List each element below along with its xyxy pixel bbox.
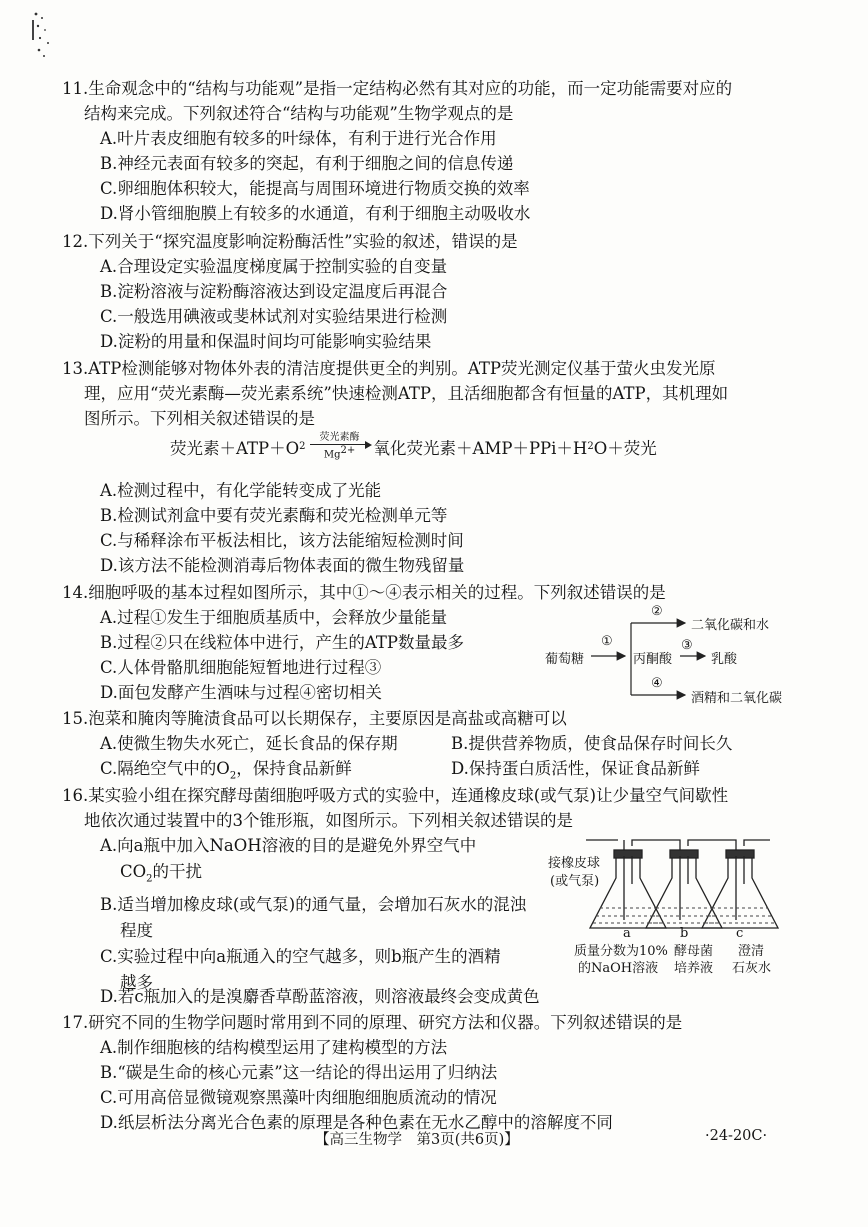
option-c-text: ，保持食品新鲜: [236, 759, 352, 778]
arrow-line: [310, 444, 370, 445]
question-stem: [62, 783, 802, 833]
label-alcohol-co2: 酒精和二氧化碳: [691, 691, 783, 706]
label-flask-b-desc: 培养液: [674, 961, 714, 976]
option-a: [62, 833, 562, 892]
reaction-arrow: [310, 432, 370, 461]
option-d: D.若c瓶加入的是溴麝香草酚蓝溶液，则溶液最终会变成黄色: [100, 987, 540, 1006]
label-flask-a: a: [623, 926, 631, 941]
respiration-diagram: [545, 604, 805, 708]
option-c: C.人体骨骼肌细胞能短暂地进行过程③: [100, 658, 382, 677]
label-lactic-acid: 乳酸: [711, 652, 738, 667]
option-b-line: 程度: [120, 921, 153, 941]
option-d: D.淀粉的用量和保温时间均可能影响实验结果: [100, 332, 432, 351]
options-row: [62, 731, 802, 756]
option-a: A.制作细胞核的结构模型运用了建构模型的方法: [100, 1038, 448, 1057]
footer-code: ·24-20C·: [705, 1128, 768, 1144]
label-pump: 接橡皮球: [548, 856, 601, 871]
option-b: B.检测试剂盒中要有荧光素酶和荧光检测单元等: [100, 506, 448, 525]
label-flask-b-desc: 酵母菌: [674, 944, 714, 959]
formula-reactants: 荧光素＋ATP＋O: [170, 438, 300, 458]
formula-products: 氧化荧光素＋AMP＋PPi＋H: [373, 438, 588, 458]
question-stem: [62, 356, 802, 431]
stem-line: 16.某实验小组在探究酵母菌细胞呼吸方式的实验中，连通橡皮球(或气泵)让少量空气间歇性: [62, 786, 729, 805]
formula-products-tail: O＋荧光: [593, 438, 657, 458]
option-b: [62, 892, 562, 944]
subscript: 2: [146, 873, 153, 885]
question-12: [62, 229, 802, 354]
option-b: B.淀粉溶液与淀粉酶溶液达到设定温度后再混合: [100, 282, 448, 301]
cofactor-symbol: Mg: [323, 449, 341, 461]
option-a-tail: 的干扰: [152, 862, 203, 881]
label-step-1: ①: [601, 634, 613, 649]
question-15: [62, 706, 802, 788]
question-stem: 12.下列关于“探究温度影响淀粉酶活性”实验的叙述，错误的是: [62, 232, 518, 251]
question-17: [62, 1010, 802, 1135]
stem-line: 13.ATP检测能够对物体外表的清洁度提供更全的判别。ATP荧光测定仪基于萤火虫发光原: [62, 359, 716, 378]
option-c-line: 越多: [120, 973, 153, 993]
label-flask-b: b: [680, 926, 689, 941]
option-a: A.过程①发生于细胞质基质中，会释放少量能量: [100, 608, 448, 627]
stem-line: 图所示。下列相关叙述错误的是: [84, 409, 315, 428]
reaction-formula: [170, 432, 657, 461]
option-b: B.“碳是生命的核心元素”这一结论的得出运用了归纳法: [100, 1063, 498, 1082]
label-flask-c-desc: 石灰水: [732, 961, 772, 976]
option-d: D.肾小管细胞膜上有较多的水通道，有利于细胞主动吸收水: [100, 204, 531, 223]
label-step-3: ③: [681, 638, 693, 653]
option-c: C.与稀释涂布平板法相比，该方法能缩短检测时间: [100, 531, 464, 550]
option-b: B.提供营养物质，使食品保存时间长久: [451, 734, 733, 753]
option-a-line: A.向a瓶中加入NaOH溶液的目的是避免外界空气中: [100, 836, 477, 855]
option-c: C.一般选用碘液或斐林试剂对实验结果进行检测: [100, 307, 448, 326]
flask-apparatus-diagram: [548, 836, 803, 974]
option-a-line: [100, 862, 203, 885]
arrow-cofactor: [324, 445, 355, 461]
subscript: 2: [229, 770, 237, 782]
question-16-option-d: [62, 984, 802, 1009]
label-pump-alt: (或气泵): [550, 874, 600, 889]
label-step-4: ④: [651, 676, 663, 691]
scan-artifact: [30, 8, 60, 63]
question-16: [62, 783, 802, 833]
formula-subscript: 2: [299, 441, 306, 453]
arrow-catalyst: 荧光素酶: [319, 432, 360, 443]
option-a: A.检测过程中，有化学能转变成了光能: [100, 481, 382, 500]
option-b: B.神经元表面有较多的突起，有利于细胞之间的信息传递: [100, 154, 514, 173]
stem-line: 地依次通过装置中的3个锥形瓶，如图所示。下列相关叙述错误的是: [84, 811, 573, 830]
label-pyruvate: 丙酮酸: [633, 652, 673, 667]
stem-line: 理，应用“荧光素酶—荧光素系统”快速检测ATP，且活细胞都含有恒量的ATP，其机理如: [84, 384, 729, 403]
question-stem: [62, 76, 802, 126]
option-d: D.纸层析法分离光合色素的原理是各种色素在无水乙醇中的溶解度不同: [100, 1113, 613, 1132]
footer-page-info: 【高三生物学 第3页(共6页)】: [315, 1132, 519, 1148]
stem-line: 结构来完成。下列叙述符合“结构与功能观”生物学观点的是: [84, 104, 514, 123]
option-c: C.卵细胞体积较大，能提高与周围环境进行物质交换的效率: [100, 179, 530, 198]
option-c-text: C.隔绝空气中的O: [100, 759, 230, 778]
co2-text: CO: [120, 862, 147, 881]
label-flask-c-desc: 澄清: [738, 944, 765, 959]
question-stem: 14.细胞呼吸的基本过程如图所示，其中①～④表示相关的过程。下列叙述错误的是: [62, 583, 666, 602]
option-d: D.保持蛋白质活性，保证食品新鲜: [451, 759, 700, 778]
label-glucose: 葡萄糖: [545, 652, 585, 667]
option-a: A.叶片表皮细胞有较多的叶绿体，有利于进行光合作用: [100, 129, 497, 148]
cofactor-charge: 2+: [340, 445, 356, 456]
question-stem: 15.泡菜和腌肉等腌渍食品可以长期保存，主要原因是高盐或高糖可以: [62, 709, 567, 728]
stem-line: 11.生命观念中的“结构与功能观”是指一定结构必然有其对应的功能，而一定功能需要对应的: [62, 79, 733, 98]
label-step-2: ②: [651, 604, 663, 619]
label-flask-a-desc: 的NaOH溶液: [578, 961, 659, 976]
question-13-options: [62, 478, 802, 578]
option-c-line: C.实验过程中向a瓶通入的空气越多，则b瓶产生的酒精: [100, 947, 501, 967]
option-d: D.该方法不能检测消毒后物体表面的微生物残留量: [100, 556, 465, 575]
option-b-line: B.适当增加橡皮球(或气泵)的通气量，会增加石灰水的混浊: [100, 895, 527, 915]
question-11: [62, 76, 802, 226]
formula-subscript: 2: [587, 441, 594, 453]
option-a: A.合理设定实验温度梯度属于控制实验的自变量: [100, 257, 448, 276]
label-co2-water: 二氧化碳和水: [691, 618, 770, 633]
question-16-options: [62, 833, 562, 996]
label-flask-a-desc: 质量分数为10%: [574, 944, 668, 959]
option-a: A.使微生物失水死亡，延长食品的保存期: [100, 734, 398, 753]
question-stem: 17.研究不同的生物学问题时常用到不同的原理、研究方法和仪器。下列叙述错误的是: [62, 1013, 683, 1032]
label-flask-c: c: [736, 926, 744, 941]
option-b: B.过程②只在线粒体中进行，产生的ATP数量最多: [100, 633, 464, 652]
question-13: [62, 356, 802, 431]
option-d: D.面包发酵产生酒味与过程④密切相关: [100, 683, 382, 702]
option-c: C.可用高倍显微镜观察黑藻叶肉细胞细胞质流动的情况: [100, 1088, 497, 1107]
